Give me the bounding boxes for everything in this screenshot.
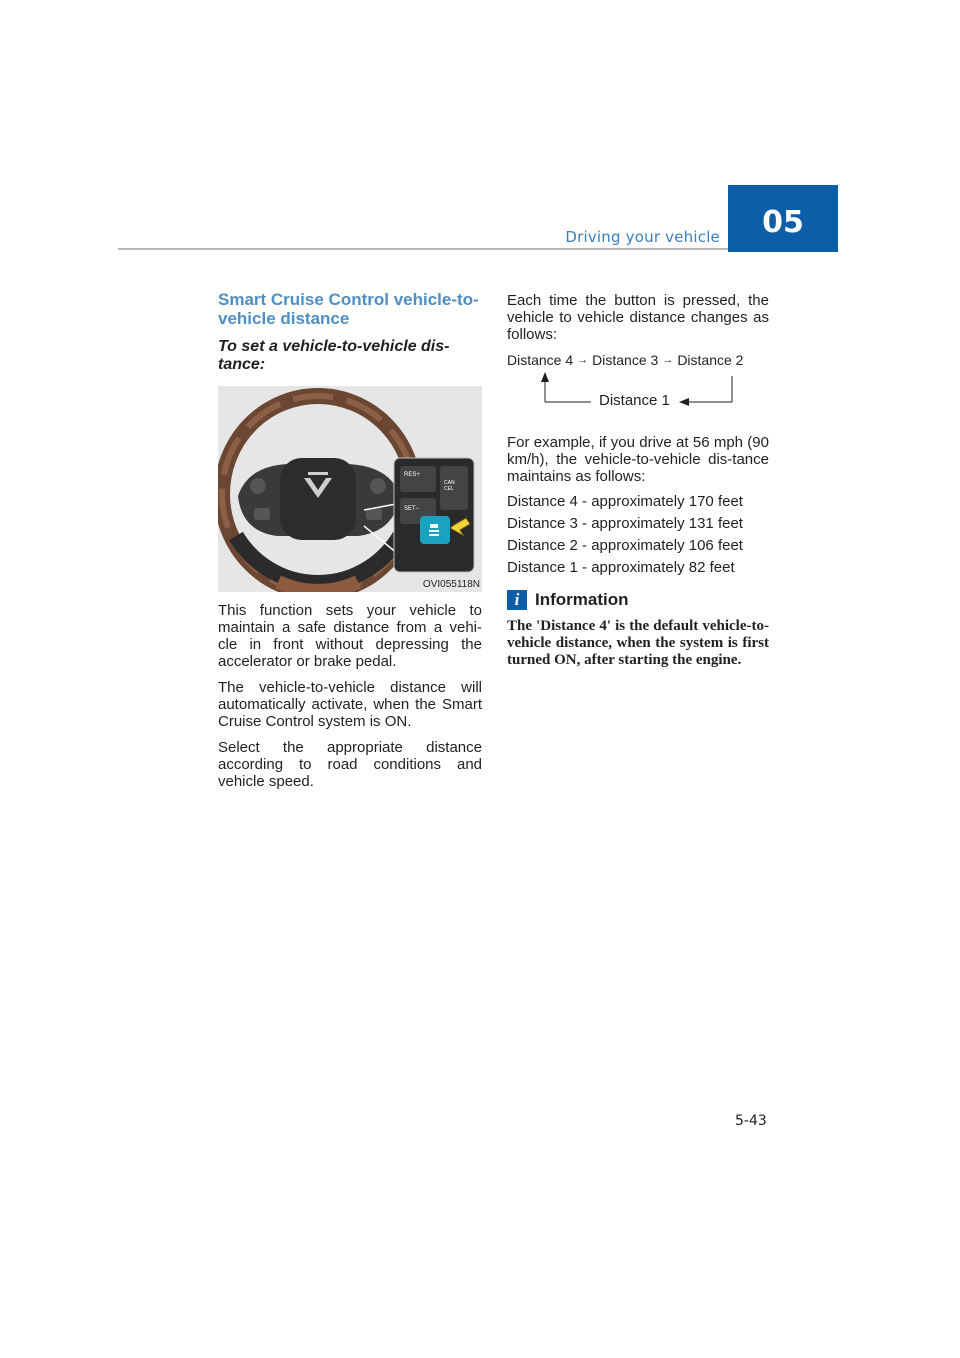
right-column: [507, 292, 769, 669]
cancel-button-label-top: CAN: [444, 480, 455, 486]
left-column: [218, 290, 482, 799]
chapter-number-badge: 05: [728, 185, 838, 252]
steering-wheel-illustration: [218, 386, 482, 592]
sub-heading: To set a vehicle-to-vehicle dis-tance:: [218, 338, 450, 373]
arrow-right-icon: →: [577, 354, 589, 366]
steering-wheel-figure: [218, 386, 482, 592]
section-heading: Smart Cruise Control vehicle-to-vehicle distance: [218, 290, 479, 328]
information-icon: i: [507, 590, 527, 610]
figure-code: OVI055118N: [422, 579, 480, 590]
res-button-label: RES+: [404, 472, 420, 478]
page-number: 5-43: [735, 1113, 767, 1129]
list-item: Distance 1 - approximately 82 feet: [507, 559, 735, 576]
paragraph-selection: Select the appropriate distance according to road conditions and vehicle speed.: [218, 739, 482, 790]
information-header: [507, 590, 769, 610]
list-item: Distance 3 - approximately 131 feet: [507, 515, 743, 532]
paragraph-function: This function sets your vehicle to maintain a safe distance from a vehi-cle in front without depressing the accelerator or brake pedal.: [218, 602, 482, 670]
information-text: The 'Distance 4' is the default vehicle-to-vehicle distance, when the system is first turned ON, after starting the engine.: [507, 618, 769, 668]
distance-sequence-diagram: [507, 352, 769, 424]
set-button-label: SET−: [404, 506, 420, 512]
list-item: Distance 4 - approximately 170 feet: [507, 493, 743, 510]
header-rule: [118, 248, 728, 250]
distance-4-label: Distance 4: [507, 352, 574, 368]
cancel-button-label-bottom: CEL: [444, 486, 454, 492]
distance-3-label: Distance 3: [592, 352, 659, 368]
paragraph-example: For example, if you drive at 56 mph (90 km/h), the vehicle-to-vehicle dis-tance maintains as follows:: [507, 434, 769, 485]
information-title: Information: [535, 590, 629, 609]
distance-list: [507, 494, 769, 576]
paragraph-activation: The vehicle-to-vehicle distance will automatically activate, when the Smart Cruise Control system is ON.: [218, 679, 482, 730]
arrow-right-icon: →: [662, 354, 674, 366]
distance-1-label: Distance 1: [599, 392, 670, 409]
section-title: Driving your vehicle: [565, 228, 720, 246]
sequence-row: [507, 352, 769, 368]
list-item: Distance 2 - approximately 106 feet: [507, 537, 743, 554]
distance-2-label: Distance 2: [677, 352, 744, 368]
paragraph-intro: Each time the button is pressed, the vehicle to vehicle distance changes as follows:: [507, 292, 769, 343]
